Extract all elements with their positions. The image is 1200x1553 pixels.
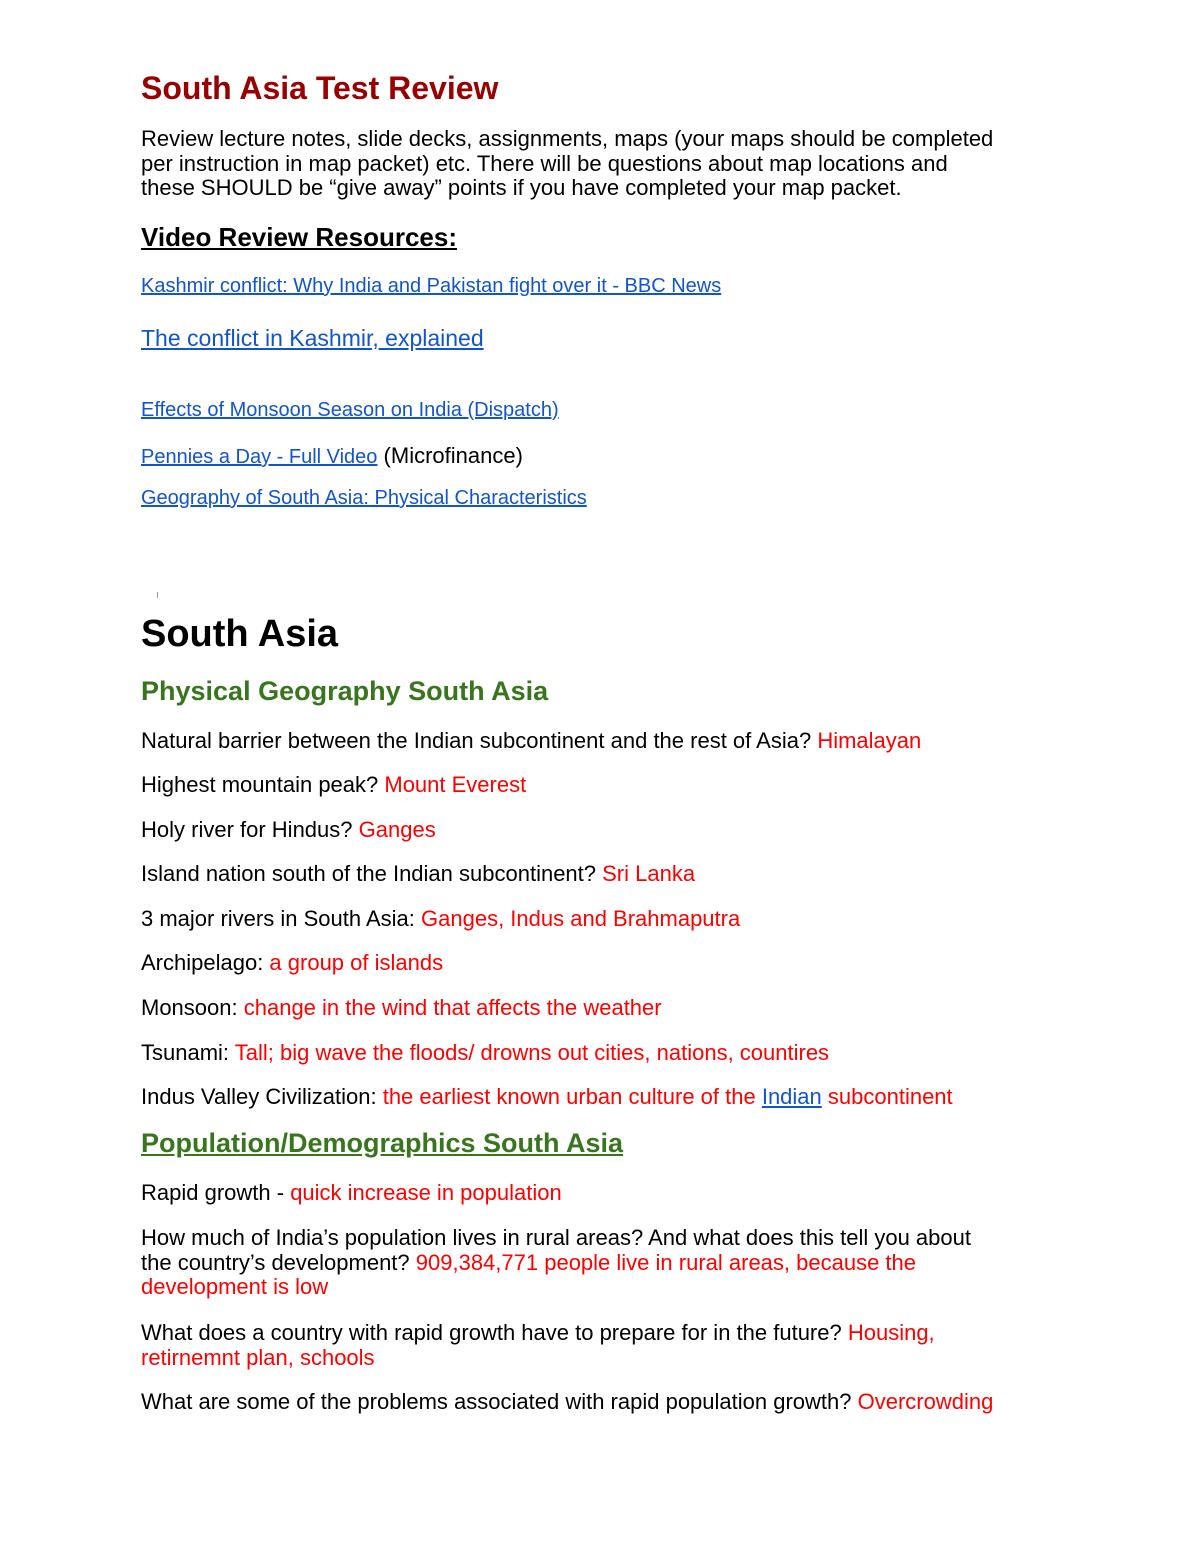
answer-text: change in the wind that affects the weather: [243, 995, 662, 1020]
population-heading: Population/Demographics South Asia: [141, 1128, 624, 1158]
answer-text: Housing,: [847, 1320, 935, 1345]
answer-text-part: the earliest known urban culture of the: [382, 1084, 762, 1109]
qa-item: [141, 1390, 993, 1415]
question-text: Rapid growth -: [141, 1180, 291, 1205]
pennies-link[interactable]: Pennies a Day - Full Video: [141, 446, 378, 468]
answer-text: development is low: [141, 1274, 329, 1299]
qa-line: [141, 1321, 1061, 1346]
qa-item: [141, 1041, 829, 1066]
qa-item: [141, 996, 662, 1021]
intro-line: Review lecture notes, slide decks, assignments, maps (your maps should be completed: [141, 126, 994, 151]
monsoon-link[interactable]: Effects of Monsoon Season on India (Dispatch): [141, 399, 559, 421]
question-text: Monsoon:: [141, 995, 244, 1020]
qa-item: [141, 1321, 1061, 1370]
question-text: Highest mountain peak?: [141, 772, 385, 797]
answer-text: 909,384,771 people live in rural areas, because the: [415, 1249, 917, 1275]
question-text: Island nation south of the Indian subcontinent?: [141, 861, 603, 886]
qa-item: [141, 1181, 562, 1206]
document-title: South Asia Test Review: [141, 70, 499, 106]
question-text: Archipelago:: [141, 950, 270, 975]
answer-text: Overcrowding: [857, 1389, 994, 1414]
kashmir-bbc-link[interactable]: Kashmir conflict: Why India and Pakistan fight over it - BBC News: [141, 275, 722, 297]
qa-item: [141, 1226, 1061, 1300]
answer-text: Tall; big wave the floods/ drowns out cities, nations, countires: [234, 1040, 830, 1065]
intro-paragraph: [141, 127, 1071, 201]
qa-item: [141, 951, 443, 976]
stray-mark: [157, 592, 158, 598]
question-text: Natural barrier between the Indian subcontinent and the rest of Asia?: [141, 728, 818, 753]
answer-text: quick increase in population: [290, 1180, 562, 1205]
kashmir-explained-link[interactable]: The conflict in Kashmir, explained: [141, 325, 484, 351]
geography-link[interactable]: Geography of South Asia: Physical Characteristics: [141, 487, 587, 509]
qa-item: [141, 1085, 953, 1110]
pennies-note: (Microfinance): [377, 443, 523, 468]
answer-text: Ganges, Indus and Brahmaputra: [421, 906, 741, 931]
physical-geography-heading: Physical Geography South Asia: [141, 676, 549, 706]
answer-text: a group of islands: [269, 950, 444, 975]
intro-line: per instruction in map packet) etc. There will be questions about map locations and: [141, 150, 948, 176]
qa-item: [141, 773, 526, 798]
pennies-line: [141, 443, 523, 469]
question-text: Holy river for Hindus?: [141, 817, 359, 842]
question-text: 3 major rivers in South Asia:: [141, 906, 422, 931]
answer-text: Ganges: [358, 817, 436, 842]
qa-line: [141, 1251, 1061, 1276]
section-title: South Asia: [141, 613, 339, 655]
qa-item: [141, 818, 436, 843]
question-text: the country’s development?: [141, 1249, 416, 1275]
answer-text-part: subcontinent: [821, 1084, 953, 1109]
question-text: Indus Valley Civilization:: [141, 1084, 383, 1109]
question-text: Tsunami:: [141, 1040, 235, 1065]
answer-text: Sri Lanka: [602, 861, 696, 886]
question-text: What does a country with rapid growth have to prepare for in the future?: [141, 1320, 848, 1345]
qa-item: [141, 907, 740, 932]
answer-text: [383, 1084, 953, 1109]
intro-line: these SHOULD be “give away” points if you have completed your map packet.: [141, 175, 902, 200]
question-text: What are some of the problems associated with rapid population growth?: [141, 1389, 858, 1414]
question-text: How much of India’s population lives in rural areas? And what does this tell you about: [141, 1225, 971, 1250]
indian-link[interactable]: Indian: [761, 1084, 822, 1109]
answer-text: Himalayan: [817, 728, 922, 753]
qa-item: [141, 862, 695, 887]
answer-text: retirnemnt plan, schools: [141, 1344, 375, 1370]
answer-text: Mount Everest: [384, 772, 527, 797]
qa-item: [141, 729, 921, 754]
video-resources-heading: Video Review Resources:: [141, 222, 457, 252]
